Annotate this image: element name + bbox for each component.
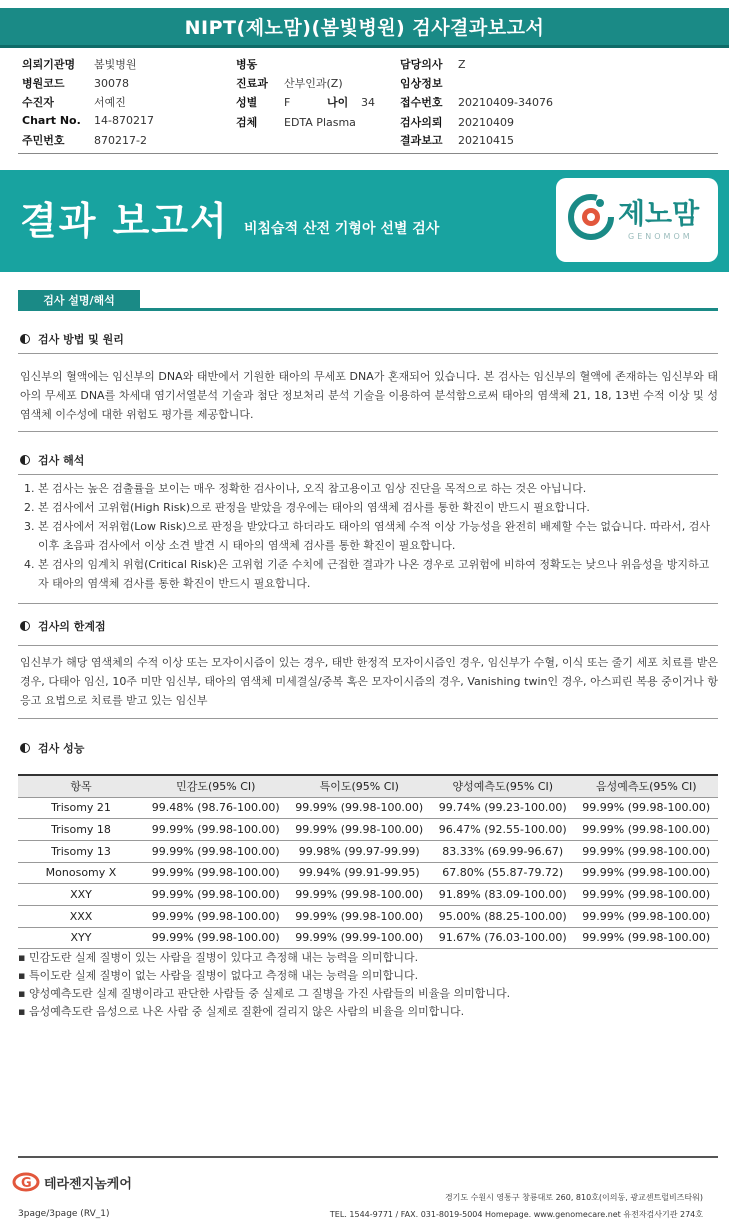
info-row	[236, 56, 284, 72]
list-number: 1.	[24, 482, 35, 495]
svg-text:G: G	[21, 1176, 32, 1191]
table-cell: 99.98% (99.97-99.99)	[288, 840, 432, 862]
performance-heading	[20, 740, 84, 756]
info-value: 30078	[94, 77, 129, 90]
info-value: 20210409	[458, 116, 514, 129]
half-circle-icon	[20, 621, 30, 631]
performance-notes	[18, 949, 718, 1021]
interpretation-heading	[20, 452, 84, 468]
limits-heading-label: 검사의 한계점	[38, 620, 106, 633]
divider	[18, 645, 718, 646]
divider	[18, 353, 718, 354]
list-item	[24, 479, 718, 498]
table-cell: 99.99% (99.98-100.00)	[575, 819, 719, 841]
footer-divider	[18, 1156, 718, 1158]
table-cell: 99.99% (99.98-100.00)	[144, 905, 288, 927]
table-cell: XXY	[18, 884, 144, 906]
divider	[18, 431, 718, 432]
report-title-bar	[0, 8, 729, 48]
banner-subtitle: 비침습적 산전 기형아 선별 검사	[244, 221, 440, 237]
column-header: 항목	[18, 775, 144, 797]
table-row	[18, 884, 718, 906]
table-cell: 67.80% (55.87-79.72)	[431, 862, 575, 884]
info-key: 수진자	[22, 96, 54, 109]
method-text: 임신부의 혈액에는 임신부의 DNA와 태반에서 기원한 태아의 무세포 DNA가 혼재되어 있습니다. 본 검사는 임신부의 혈액에 존재하는 임신부와 태아의 무세포 DNA를 차세대 염기서열분석 기술과 첨단 정보처리 분석 기술을 이용하여 분석함으로써 태아의 염색체 21, 18, 13번 수적 이상 및 성염색체 이수성에 대한 위험도 평가를 제공합니다.	[20, 370, 718, 421]
column-header: 음성예측도(95% CI)	[575, 775, 719, 797]
info-value: 14-870217	[94, 114, 154, 127]
info-row	[236, 75, 343, 91]
divider	[18, 474, 718, 475]
half-circle-icon	[20, 334, 30, 344]
info-key: 의뢰기관명	[22, 58, 76, 71]
patient-info	[0, 52, 729, 152]
info-row	[400, 56, 466, 72]
note-line: ▪ 특이도란 실제 질병이 없는 사람을 질병이 없다고 측정해 내는 능력을 의미합니다.	[18, 969, 419, 982]
info-value: Z	[458, 58, 466, 71]
table-cell: 99.99% (99.98-100.00)	[575, 905, 719, 927]
table-cell: 99.99% (99.98-100.00)	[288, 819, 432, 841]
report-title: NIPT(제노맘)(봄빛병원) 검사결과보고서	[184, 17, 545, 39]
info-row	[22, 114, 154, 127]
table-row	[18, 927, 718, 949]
info-value: 서예진	[94, 96, 126, 109]
info-key: 병동	[236, 58, 258, 71]
info-row	[236, 94, 290, 110]
column-header: 양성예측도(95% CI)	[431, 775, 575, 797]
table-cell: 99.99% (99.98-100.00)	[575, 927, 719, 949]
info-key: 진료과	[236, 77, 268, 90]
info-value: 산부인과(Z)	[284, 77, 343, 90]
list-item	[24, 498, 718, 517]
report-banner	[0, 170, 729, 272]
info-value: 870217-2	[94, 134, 147, 147]
limits-text: 임신부가 해당 염색체의 수적 이상 또는 모자이시즘이 있는 경우, 태반 한정적 모자이시즘인 경우, 임신부가 수혈, 이식 또는 줄기 세포 치료를 받은 경우, 다태아 임신, 10주 미만 임신부, 태아의 염색체 미세결실/중복 혹은 모자이시즘의 경우, Vanishing twin인 경우, 아스피린 복용 중이거나 항 응고 요법으로 치료를 받고 있는 임신부	[20, 656, 718, 707]
company-contact: TEL. 1544-9771 / FAX. 031-8019-5004 Homepage. www.genomecare.net 유전자검사기관 274호	[329, 1210, 703, 1219]
table-cell: 91.89% (83.09-100.00)	[431, 884, 575, 906]
half-circle-icon	[20, 743, 30, 753]
table-row	[18, 905, 718, 927]
info-value: 20210415	[458, 134, 514, 147]
table-cell: 99.99% (99.98-100.00)	[575, 884, 719, 906]
info-row	[22, 56, 137, 72]
info-row	[400, 132, 514, 148]
divider	[18, 603, 718, 604]
note-line: ▪ 민감도란 실제 질병이 있는 사람을 질병이 있다고 측정해 내는 능력을 의미합니다.	[18, 951, 419, 964]
info-value: 20210409-34076	[458, 96, 553, 109]
limits-heading	[20, 618, 106, 634]
genomom-logo-icon	[568, 194, 614, 240]
info-row	[22, 132, 147, 148]
table-cell: 99.99% (99.98-100.00)	[575, 797, 719, 819]
info-row	[327, 94, 375, 110]
info-row	[400, 75, 458, 91]
interpretation-heading-label: 검사 해석	[38, 454, 85, 467]
info-row	[400, 94, 553, 110]
table-cell: 99.99% (99.98-100.00)	[144, 862, 288, 884]
info-value: EDTA Plasma	[284, 116, 356, 129]
note-line: ▪ 양성예측도란 실제 질병이라고 판단한 사람들 중 실제로 그 질병을 가진 사람들의 비율을 의미합니다.	[18, 987, 511, 1000]
performance-table	[18, 774, 718, 949]
section-tab: 검사 설명/해석	[18, 290, 140, 309]
table-cell: 99.99% (99.98-100.00)	[575, 862, 719, 884]
table-cell: 99.99% (99.98-100.00)	[288, 884, 432, 906]
table-cell: 99.99% (99.98-100.00)	[575, 840, 719, 862]
genomom-logo	[556, 178, 718, 262]
interpretation-list	[24, 479, 718, 593]
list-number: 4.	[24, 558, 35, 571]
list-text: 본 검사에서 저위험(Low Risk)으로 판정을 받았다고 하더라도 태아의 염색체 수적 이상 가능성을 완전히 배제할 수는 없습니다. 따라서, 검사 이후 초음파 검사에서 이상 소견 발견 시 태아의 염색체 검사를 통한 확진이 필요합니다.	[38, 520, 711, 552]
info-key: 나이	[327, 96, 349, 109]
table-cell: 99.94% (99.91-99.95)	[288, 862, 432, 884]
column-header: 특이도(95% CI)	[288, 775, 432, 797]
table-cell: 99.99% (99.98-100.00)	[144, 927, 288, 949]
info-value: 봄빛병원	[94, 58, 137, 71]
company-address: 경기도 수원시 영통구 창룡대로 260, 810호(이의동, 광교센트럴비즈타워)	[444, 1193, 703, 1202]
table-cell: 99.99% (99.98-100.00)	[288, 905, 432, 927]
tab-underline	[18, 308, 718, 311]
method-heading-label: 검사 방법 및 원리	[38, 333, 124, 346]
company-logo-icon	[12, 1172, 40, 1192]
info-key: Chart No.	[22, 114, 81, 127]
info-key: 검사의뢰	[400, 116, 443, 129]
table-cell: 99.99% (99.98-100.00)	[144, 884, 288, 906]
table-cell: Monosomy X	[18, 862, 144, 884]
page-number: 3page/3page (RV_1)	[18, 1209, 110, 1219]
table-cell: 99.99% (99.98-100.00)	[144, 819, 288, 841]
info-key: 병원코드	[22, 77, 65, 90]
info-divider	[18, 153, 718, 154]
list-number: 3.	[24, 520, 35, 533]
list-item	[24, 555, 718, 593]
table-cell: 95.00% (88.25-100.00)	[431, 905, 575, 927]
info-row	[22, 94, 126, 110]
info-key: 검체	[236, 116, 258, 129]
info-value: 34	[361, 96, 375, 109]
info-key: 임상정보	[400, 77, 443, 90]
half-circle-icon	[20, 455, 30, 465]
table-cell: 99.74% (99.23-100.00)	[431, 797, 575, 819]
table-cell: XYY	[18, 927, 144, 949]
note-line: ▪ 음성예측도란 음성으로 나온 사람 중 실제로 질환에 걸리지 않은 사람의 비율을 의미합니다.	[18, 1005, 465, 1018]
list-number: 2.	[24, 501, 35, 514]
list-item	[24, 517, 718, 555]
table-cell: XXX	[18, 905, 144, 927]
table-row	[18, 840, 718, 862]
logo-subtext: GENOMOM	[628, 232, 693, 241]
table-cell: Trisomy 18	[18, 819, 144, 841]
table-row	[18, 797, 718, 819]
logo-text: 제노맘	[618, 197, 700, 230]
info-row	[22, 75, 129, 91]
table-cell: Trisomy 13	[18, 840, 144, 862]
table-cell: 83.33% (69.99-96.67)	[431, 840, 575, 862]
table-row	[18, 862, 718, 884]
table-row	[18, 819, 718, 841]
table-cell: 99.99% (99.98-100.00)	[288, 797, 432, 819]
table-cell: 99.99% (99.99-100.00)	[288, 927, 432, 949]
column-header: 민감도(95% CI)	[144, 775, 288, 797]
info-key: 담당의사	[400, 58, 443, 71]
info-key: 주민번호	[22, 134, 65, 147]
info-row	[236, 114, 356, 130]
company-logo	[12, 1172, 132, 1192]
info-value: F	[284, 96, 291, 109]
table-cell: 96.47% (92.55-100.00)	[431, 819, 575, 841]
list-text: 본 검사에서 고위험(High Risk)으로 판정을 받았을 경우에는 태아의 염색체 검사를 통한 확진이 반드시 필요합니다.	[38, 501, 590, 514]
table-cell: 99.99% (99.98-100.00)	[144, 840, 288, 862]
table-header-row	[18, 775, 718, 797]
performance-heading-label: 검사 성능	[38, 742, 85, 755]
list-text: 본 검사의 임계치 위험(Critical Risk)은 고위험 기준 수치에 근접한 결과가 나온 경우로 고위험에 비하여 정확도는 낮으나 위음성을 방지하고자 태아의 염색체 검사를 통한 확진이 반드시 필요합니다.	[38, 558, 710, 590]
table-cell: 99.48% (98.76-100.00)	[144, 797, 288, 819]
banner-title: 결과 보고서	[20, 199, 229, 243]
info-row	[400, 114, 514, 130]
divider	[18, 718, 718, 719]
table-cell: 91.67% (76.03-100.00)	[431, 927, 575, 949]
info-key: 접수번호	[400, 96, 443, 109]
company-name: 테라젠지놈케어	[44, 1176, 132, 1192]
list-text: 본 검사는 높은 검출률을 보이는 매우 정확한 검사이나, 오직 참고용이고 임상 진단을 목적으로 하는 것은 아닙니다.	[38, 482, 587, 495]
info-key: 결과보고	[400, 134, 443, 147]
table-cell: Trisomy 21	[18, 797, 144, 819]
info-key: 성별	[236, 96, 258, 109]
method-heading	[20, 331, 124, 347]
